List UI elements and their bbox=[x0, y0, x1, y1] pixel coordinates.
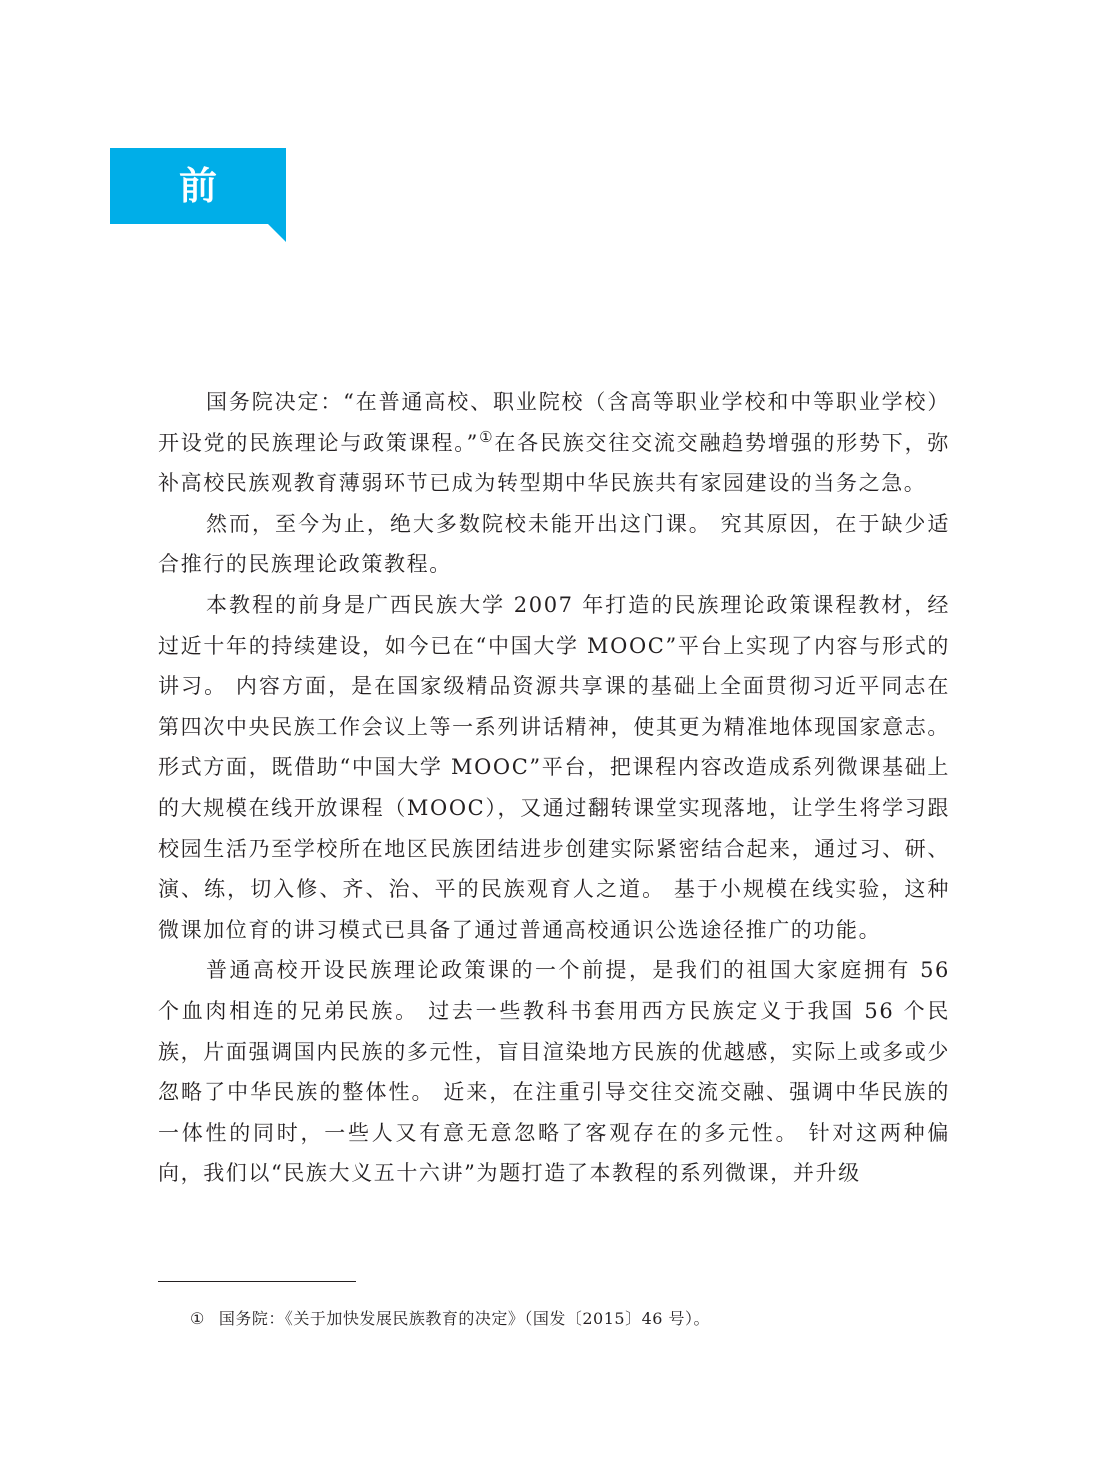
paragraph-1 bbox=[158, 382, 950, 504]
banner-fold-corner bbox=[268, 224, 286, 242]
footnote-reference-mark[interactable]: ① bbox=[478, 427, 495, 446]
footnote-separator bbox=[158, 1281, 356, 1282]
paragraph-3: 本教程的前身是广西民族大学 2007 年打造的民族理论政策课程教材，经过近十年的持续建设，如今已在“中国大学 MOOC”平台上实现了内容与形式的讲习。 内容方面，是在国家级精品资源共享课的基础上全面贯彻习近平同志在第四次中央民族工作会议上等一系列讲话精神，使其更为精准地体现国家意志。 形式方面，既借助“中国大学 MOOC”平台，把课程内容改造成系列微课基础上的大规模在线开放课程（MOOC），又通过翻转课堂实现落地，让学生将学习跟校园生活乃至学校所在地区民族团结进步创建实际紧密结合起来，通过习、研、演、练，切入修、齐、治、平的民族观育人之道。 基于小规模在线实验，这种微课加位育的讲习模式已具备了通过普通高校通识公选途径推广的功能。 bbox=[158, 592, 950, 942]
paragraph-1-text-a: 国务院决定：“在普通高校、职业院校（含高等职业学校和中等职业学校）开设党的民族理论与政策课程。” bbox=[158, 390, 950, 455]
chapter-title-banner bbox=[110, 148, 286, 284]
chapter-title: 前 言 bbox=[158, 164, 257, 284]
footnote-text: 国务院：《关于加快发展民族教育的决定》（国发〔2015〕46 号）。 bbox=[218, 1309, 711, 1328]
body-text bbox=[158, 382, 950, 1194]
paragraph-2: 然而，至今为止，绝大多数院校未能开出这门课。 究其原因，在于缺少适合推行的民族理论政策教程。 bbox=[158, 511, 950, 577]
paragraph-4: 普通高校开设民族理论政策课的一个前提，是我们的祖国大家庭拥有 56 个血肉相连的兄弟民族。 过去一些教科书套用西方民族定义于我国 56 个民族，片面强调国内民族的多元性，盲目渲染地方民族的优越感，实际上或多或少忽略了中华民族的整体性。 近来，在注重引导交往交流交融、强调中华民族的一体性的同时，一些人又有意无意忽略了客观存在的多元性。 针对这两种偏向，我们以“民族大义五十六讲”为题打造了本教程的系列微课，并升级 bbox=[158, 958, 950, 1186]
footnote bbox=[190, 1308, 710, 1330]
paragraph-1-text-b: 在各民族交往交流交融趋势增强的形势下，弥补高校民族观教育薄弱环节已成为转型期中华民族共有家园建设的当务之急。 bbox=[158, 430, 950, 496]
footnote-number: ① bbox=[190, 1309, 205, 1328]
